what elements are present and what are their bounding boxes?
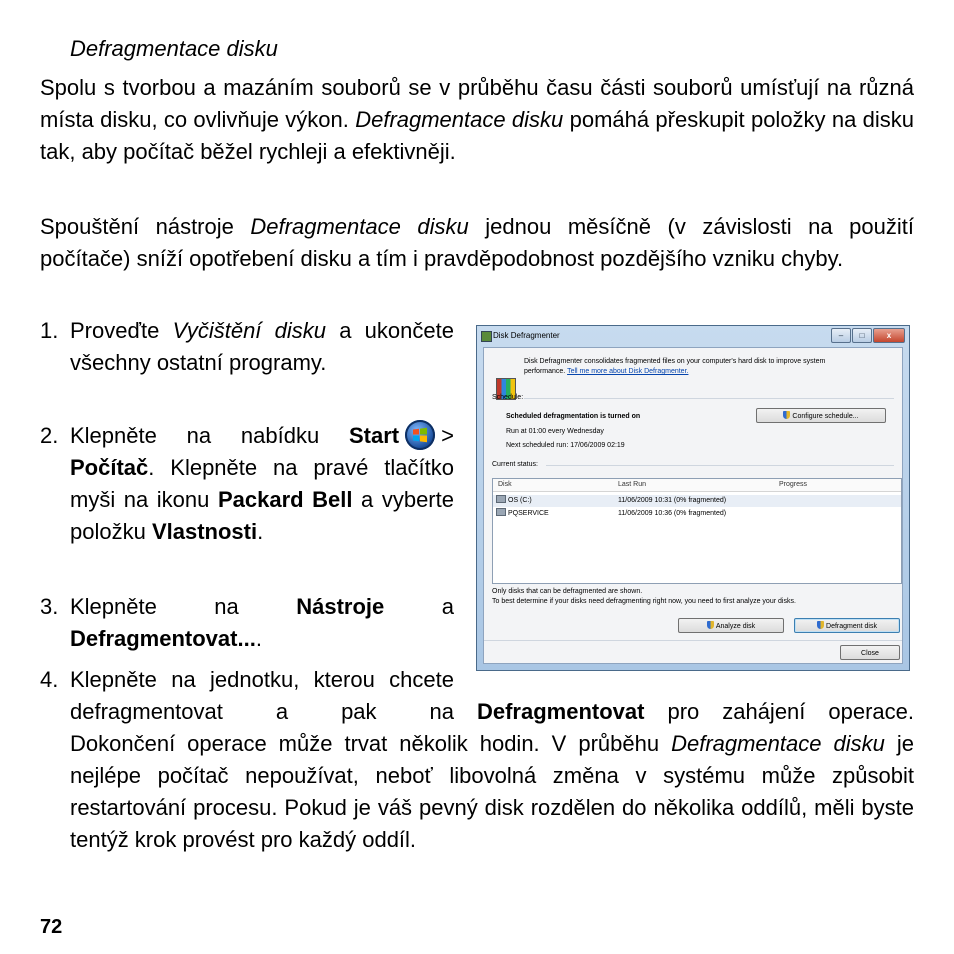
column-header-last-run[interactable]: Last Run — [618, 481, 647, 488]
schedule-run-at: Run at 01:00 every Wednesday — [506, 428, 604, 435]
list-number-3: 3. — [40, 594, 59, 619]
page-number: 72 — [40, 916, 63, 938]
windows-start-icon — [405, 420, 435, 450]
intro-text-2: performance. Tell me more about Disk Defragmenter. — [524, 368, 689, 375]
app-icon — [481, 331, 492, 342]
note-shown: Only disks that can be defragmented are shown. — [492, 588, 643, 595]
close-button[interactable]: Close — [840, 645, 900, 660]
list-item-3: Klepněte na Nástroje a Defragmentovat.... — [70, 594, 454, 651]
close-icon[interactable]: x — [873, 328, 905, 343]
list-item-1: Proveďte Vyčištění disku a ukončete všechny ostatní programy. — [70, 318, 454, 375]
window-body — [483, 347, 903, 664]
shield-icon — [783, 411, 790, 419]
intro-text: Disk Defragmenter consolidates fragmented files on your computer's hard disk to improve system — [524, 358, 826, 365]
drive-icon — [496, 495, 506, 503]
list-item-4: Klepněte na jednotku, kterou chcete defragmentovat a pak na Defragmentovat pro zahájení operace. Dokončení operace může trvat několik hodin. V průběhu Defragmentace disku je nejlépe počítač nepoužívat, neboť libovolná změna v systému může způsobit restartování procesu. Pokud je váš pevný disk rozdělen do několika oddílů, měli byste tentýž krok provést pro každý oddíl. — [70, 667, 914, 852]
status-label: Current status: — [492, 461, 538, 468]
disk-defragmenter-window — [476, 325, 910, 671]
divider — [524, 398, 894, 399]
divider — [546, 465, 894, 466]
paragraph-intro: Spolu s tvorbou a mazáním souborů se v průběhu času části souborů umísťují na různá místa disku, co ovlivňuje výkon. Defragmentace disku pomáhá přeskupit položky na disku tak, aby počítač běžel rychleji a efektivněji. — [40, 75, 914, 164]
column-header-progress[interactable]: Progress — [779, 481, 808, 488]
list-item-4-rest: Defragmentovat pro zahájení operace. Dokončení operace může trvat několik hodin. V průběhu Defragmentace disku je nejlépe počítač nepoužívat, neboť libovolná změna v systému může způsobit restartování procesu. Pokud je váš pevný disk rozdělen do několika oddílů, měli byste tentýž krok provést pro každý oddíl. — [70, 699, 914, 852]
drive-icon — [496, 508, 506, 516]
schedule-label: Schedule: — [492, 394, 524, 401]
disk-table — [492, 478, 902, 584]
maximize-icon[interactable]: □ — [852, 328, 872, 343]
table-row[interactable]: PQSERVICE 11/06/2009 10:36 (0% fragmented) — [493, 508, 901, 520]
list-number-1: 1. — [40, 318, 59, 343]
note-analyze: To best determine if your disks need defragmenting right now, you need to first analyze your disks. — [492, 598, 796, 605]
list-item-2: Klepněte na nabídku Start > Počítač. Klepněte na pravé tlačítko myši na ikonu Packard Bell a vyberte položku Vlastnosti. — [70, 420, 454, 548]
list-number-4: 4. — [40, 667, 59, 692]
shield-icon — [707, 621, 714, 629]
schedule-status: Scheduled defragmentation is turned on — [506, 413, 641, 420]
learn-more-link[interactable]: Tell me more about Disk Defragmenter. — [567, 368, 689, 375]
configure-schedule-button[interactable]: Configure schedule... — [756, 408, 886, 423]
defragment-disk-button[interactable]: Defragment disk — [794, 618, 900, 633]
table-row[interactable]: OS (C:) 11/06/2009 10:31 (0% fragmented) — [493, 495, 901, 507]
column-header-disk[interactable]: Disk — [498, 481, 512, 488]
schedule-next-run: Next scheduled run: 17/06/2009 02:19 — [506, 442, 625, 449]
shield-icon — [817, 621, 824, 629]
minimize-icon[interactable]: – — [831, 328, 851, 343]
list-number-2: 2. — [40, 423, 59, 448]
analyze-disk-button[interactable]: Analyze disk — [678, 618, 784, 633]
paragraph-usage: Spouštění nástroje Defragmentace disku jednou měsíčně (v závislosti na použití počítače) sníží opotřebení disku a tím i pravděpodobnost pozdějšího vzniku chyby. — [40, 214, 914, 271]
window-title: Disk Defragmenter — [493, 331, 560, 340]
divider — [484, 640, 902, 641]
section-heading: Defragmentace disku — [70, 36, 278, 61]
